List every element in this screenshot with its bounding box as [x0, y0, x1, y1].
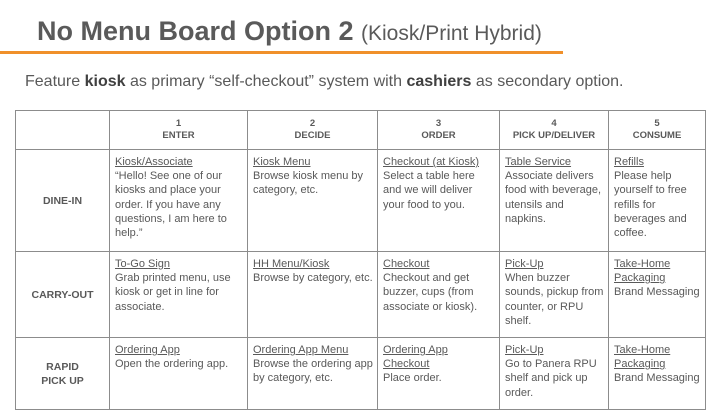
table-cell	[500, 338, 609, 410]
row-header-carry-out	[16, 252, 110, 338]
cell-title: Ordering App Menu	[253, 344, 349, 356]
column-number: 2	[309, 118, 316, 129]
cell-title: Checkout (at Kiosk)	[383, 156, 479, 168]
column-header-consume	[609, 111, 706, 150]
row-label: PICK UP	[41, 374, 84, 387]
column-label: DECIDE	[294, 130, 331, 141]
table-cell	[110, 150, 248, 252]
table-cell	[609, 338, 706, 410]
cell-body: Browse kiosk menu by category, etc.	[253, 170, 364, 197]
column-label: PICK UP/DELIVER	[512, 130, 596, 141]
cell-body: Place order.	[383, 372, 442, 385]
cell-title: Ordering App Checkout	[383, 344, 448, 371]
row-label: CARRY-OUT	[31, 288, 94, 301]
table-cell	[378, 338, 500, 410]
column-number: 5	[654, 118, 660, 129]
column-label: CONSUME	[632, 130, 682, 141]
table-row-rapid-pick-up	[16, 338, 706, 410]
table-cell	[248, 150, 378, 252]
row-label: RAPID	[46, 360, 79, 373]
cell-title: Pick-Up	[505, 258, 544, 270]
subtitle-bold-cashiers: cashiers	[406, 73, 472, 90]
subtitle-middle: as primary “self-checkout” system with	[125, 73, 407, 90]
table-cell	[609, 150, 706, 252]
column-header-decide	[248, 111, 378, 150]
slide-title-main: No Menu Board Option 2	[37, 16, 354, 46]
table-cell	[248, 338, 378, 410]
table-cell	[110, 252, 248, 338]
column-number: 1	[175, 118, 182, 129]
title-underline-rule	[0, 51, 563, 54]
table-cell	[378, 252, 500, 338]
header-corner-cell	[16, 111, 110, 150]
row-header-rapid-pick-up	[16, 338, 110, 410]
cell-title: Take-Home Packaging	[614, 258, 671, 285]
slide-subtitle	[25, 72, 624, 92]
table-row-carry-out	[16, 252, 706, 338]
column-header-order	[378, 111, 500, 150]
cell-body: Please help yourself to free refills for beverages and coffee.	[614, 170, 687, 240]
cell-title: To-Go Sign	[115, 258, 171, 270]
cell-body: Brand Messaging	[614, 372, 700, 385]
journey-table	[15, 110, 706, 410]
table-header-row	[16, 111, 706, 150]
subtitle-suffix: as secondary option.	[471, 73, 624, 90]
slide-title	[37, 14, 542, 51]
cell-title: Refills	[614, 156, 644, 168]
column-header-pickup-deliver	[500, 111, 609, 150]
cell-body: When buzzer sounds, pickup from counter, or RPU shelf.	[505, 272, 604, 327]
column-number: 3	[435, 118, 442, 129]
cell-body: Grab printed menu, use kiosk or get in line for associate.	[115, 272, 231, 313]
cell-title: Checkout	[383, 258, 430, 270]
cell-title: HH Menu/Kiosk	[253, 258, 330, 270]
cell-body: Open the ordering app.	[115, 358, 229, 371]
table-cell	[248, 252, 378, 338]
cell-body: Go to Panera RPU shelf and pick up order.	[505, 358, 597, 399]
table-cell	[110, 338, 248, 410]
cell-title: Table Service	[505, 156, 572, 168]
slide-title-sub: (Kiosk/Print Hybrid)	[361, 22, 542, 45]
subtitle-bold-kiosk: kiosk	[84, 73, 126, 90]
table-cell	[500, 252, 609, 338]
table-row-dine-in	[16, 150, 706, 252]
cell-body: Brand Messaging	[614, 286, 700, 299]
cell-title: Ordering App	[115, 344, 180, 356]
cell-body: Select a table here and we will deliver your food to you.	[383, 170, 475, 211]
cell-title: Kiosk/Associate	[115, 156, 193, 168]
column-label: ORDER	[421, 130, 456, 141]
column-number: 4	[551, 118, 557, 129]
subtitle-prefix: Feature	[25, 73, 85, 90]
cell-body: “Hello! See one of our kiosks and place your order. If you have any questions, I am here to help.”	[115, 170, 227, 240]
cell-title: Take-Home Packaging	[614, 344, 671, 371]
cell-body: Associate delivers food with beverage, utensils and napkins.	[505, 170, 602, 225]
cell-body: Browse the ordering app by category, etc.	[253, 358, 373, 385]
cell-body: Browse by category, etc.	[253, 272, 373, 285]
cell-title: Kiosk Menu	[253, 156, 311, 168]
column-label: ENTER	[162, 130, 195, 141]
row-header-dine-in	[16, 150, 110, 252]
table-cell	[500, 150, 609, 252]
table-cell	[378, 150, 500, 252]
column-header-enter	[110, 111, 248, 150]
table-cell	[609, 252, 706, 338]
row-label: DINE-IN	[42, 194, 83, 207]
cell-title: Pick-Up	[505, 344, 544, 356]
cell-body: Checkout and get buzzer, cups (from associate or kiosk).	[383, 272, 478, 313]
